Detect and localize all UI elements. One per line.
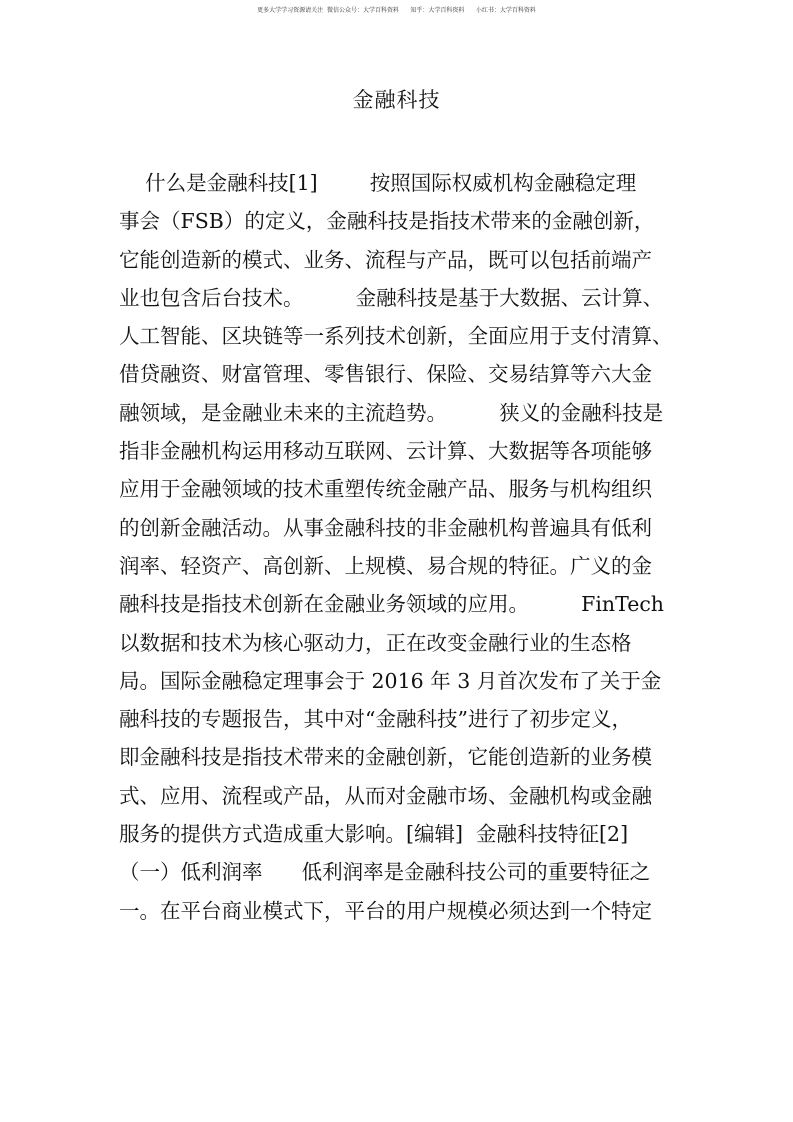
text-line-2: 事会（FSB）的定义，金融科技是指技术带来的金融创新， [119, 209, 655, 234]
text-line-5: 人工智能、区块链等一系列技术创新，全面应用于支付清算、 [119, 324, 673, 349]
text-line-8: 指非金融机构运用移动互联网、云计算、大数据等各项能够 [119, 439, 652, 464]
page-header-note: 更多大学学习资源请关注 微信公众号：大学百科资料 知乎：大学百科资料 小红书：大学百科资料 [257, 7, 536, 14]
body-text [119, 164, 679, 930]
text-line-11: 润率、轻资产、高创新、上规模、易合规的特征。广义的金 [119, 553, 652, 578]
text-line-18: 服务的提供方式造成重大影响。[编辑] 金融科技特征[2] [119, 822, 629, 847]
text-line-6: 借贷融资、财富管理、零售银行、保险、交易结算等六大金 [119, 362, 652, 387]
text-line-13: 以数据和技术为核心驱动力，正在改变金融行业的生态格 [119, 630, 632, 655]
text-line-12: 融科技是指技术创新在金融业务领域的应用。 FinTech [119, 592, 665, 617]
text-line-20: 一。在平台商业模式下，平台的用户规模必须达到一个特定 [119, 898, 652, 923]
text-line-3: 它能创造新的模式、业务、流程与产品，既可以包括前端产 [119, 247, 652, 272]
text-line-7: 融领域，是金融业未来的主流趋势。 狭义的金融科技是 [119, 400, 664, 425]
text-line-15: 融科技的专题报告，其中对“金融科技”进行了初步定义， [119, 707, 632, 732]
text-line-4: 业也包含后台技术。 金融科技是基于大数据、云计算、 [119, 285, 664, 310]
text-line-19: （一）低利润率 低利润率是金融科技公司的重要特征之 [119, 860, 651, 885]
text-line-16: 即金融科技是指技术带来的金融创新，它能创造新的业务模 [119, 745, 652, 770]
page-title: 金融科技 [352, 88, 441, 112]
text-line-1: 什么是金融科技[1] 按照国际权威机构金融稳定理 [119, 171, 637, 195]
text-line-9: 应用于金融领域的技术重塑传统金融产品、服务与机构组织 [119, 477, 652, 502]
text-line-10: 的创新金融活动。从事金融科技的非金融机构普遍具有低利 [119, 515, 652, 540]
text-line-17: 式、应用、流程或产品，从而对金融市场、金融机构或金融 [119, 783, 652, 808]
text-line-14: 局。国际金融稳定理事会于 2016 年 3 月首次发布了关于金 [119, 668, 662, 693]
